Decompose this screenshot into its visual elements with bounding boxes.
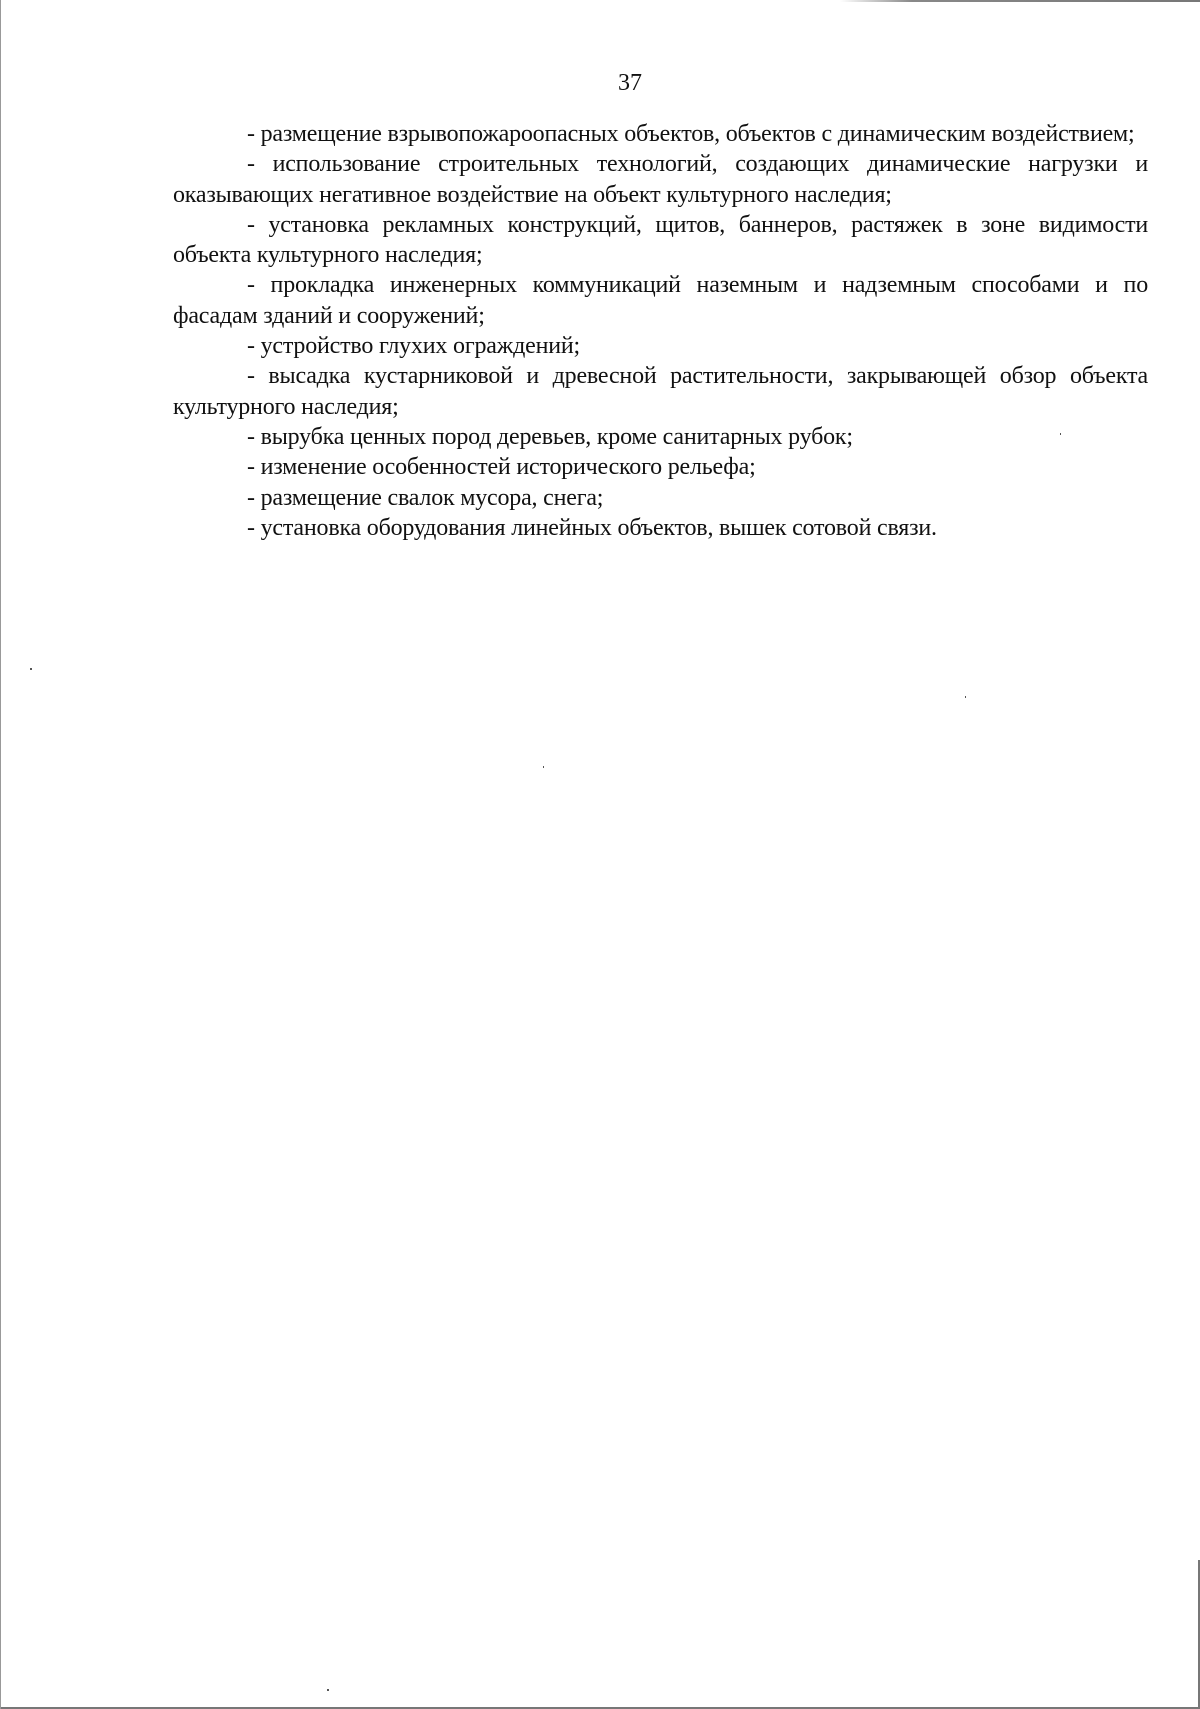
list-item: - установка оборудования линейных объектов, вышек сотовой связи. — [247, 514, 937, 541]
scan-speck — [965, 696, 966, 698]
list-item: - вырубка ценных пород деревьев, кроме санитарных рубок; — [247, 423, 853, 450]
list-item: - размещение взрывопожароопасных объектов, объектов с динамическим воздействием; — [247, 121, 1135, 147]
scan-speck — [1060, 433, 1061, 435]
scan-speck — [327, 1689, 329, 1691]
list-item: - прокладка инженерных коммуникаций наземным и надземным способами и по фасадам зданий и сооружений; — [173, 272, 1148, 329]
list-item: - установка рекламных конструкций, щитов, баннеров, растяжек в зоне видимости объекта культурного наследия; — [173, 211, 1148, 269]
scan-speck — [543, 766, 544, 768]
page-number: 37 — [618, 70, 642, 96]
scan-border-top — [0, 0, 1200, 2]
document-body — [173, 119, 1148, 543]
scan-speck — [30, 668, 32, 670]
list-item: - высадка кустарниковой и древесной растительности, закрывающей обзор объекта культурного наследия; — [173, 363, 1148, 420]
list-item: - изменение особенностей исторического рельефа; — [247, 454, 756, 481]
scan-border-left — [0, 0, 1, 1709]
list-item: - использование строительных технологий, создающих динамические нагрузки и оказывающих негативное воздействие на объект культурного наследия; — [173, 151, 1148, 208]
list-item: - устройство глухих ограждений; — [247, 333, 580, 360]
list-item: - размещение свалок мусора, снега; — [247, 484, 604, 511]
